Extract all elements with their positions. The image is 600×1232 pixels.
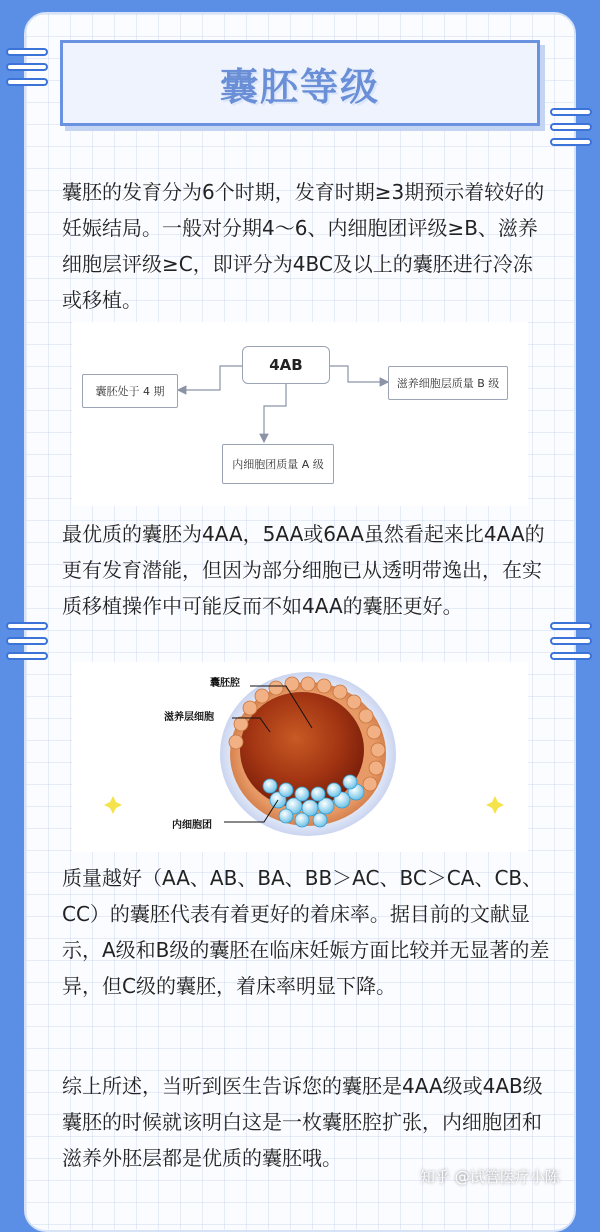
paragraph-summary: 综上所述，当听到医生告诉您的囊胚是4AA级或4AB级囊胚的时候就该明白这是一枚囊胚腔扩张，内细胞团和滋养外胚层都是优质的囊胚哦。 — [62, 1074, 543, 1170]
binder-ring-icon — [6, 622, 48, 662]
watermark: 知乎 @试管医疗小陈 — [420, 1168, 560, 1186]
diagram-trophoblast-node: 滋养细胞层质量 B 级 — [388, 366, 508, 400]
sparkle-icon — [104, 796, 122, 814]
binder-ring-icon — [550, 622, 592, 662]
label-cavity: 囊胚腔 — [210, 678, 240, 689]
blastocyst-illustration — [72, 662, 528, 852]
diagram-center-node: 4AB — [242, 346, 330, 384]
title-banner — [60, 40, 540, 126]
label-trophoblast: 滋养层细胞 — [164, 712, 214, 723]
paragraph-quality-ranking: 质量越好（AA、AB、BA、BB＞AC、BC＞CA、CB、CC）的囊胚代表有着更好的着床率。据目前的文献显示，A级和B级的囊胚在临床妊娠方面比较并无显著的差异，但C级的囊胚，着床率明显下降。 — [62, 866, 550, 998]
sparkle-icon — [486, 796, 504, 814]
blastocyst-icon — [220, 672, 396, 836]
grading-diagram — [72, 322, 528, 506]
label-icm: 内细胞团 — [172, 820, 212, 831]
diagram-icm-node: 内细胞团质量 A 级 — [222, 444, 334, 484]
paragraph-stages: 囊胚的发育分为6个时期，发育时期≥3期预示着较好的妊娠结局。一般对分期4～6、内细胞团评级≥B、滋养细胞层评级≥C，即评分为4BC及以上的囊胚进行冷冻或移植。 — [62, 180, 545, 312]
diagram-stage-node: 囊胚处于 4 期 — [82, 374, 178, 408]
binder-ring-icon — [6, 48, 48, 88]
page-title: 囊胚等级 — [219, 64, 380, 109]
binder-ring-icon — [550, 108, 592, 148]
paragraph-best-quality: 最优质的囊胚为4AA，5AA或6AA虽然看起来比4AA的更有发育潜能，但因为部分细胞已从透明带逸出，在实质移植操作中可能反而不如4AA的囊胚更好。 — [62, 522, 545, 618]
